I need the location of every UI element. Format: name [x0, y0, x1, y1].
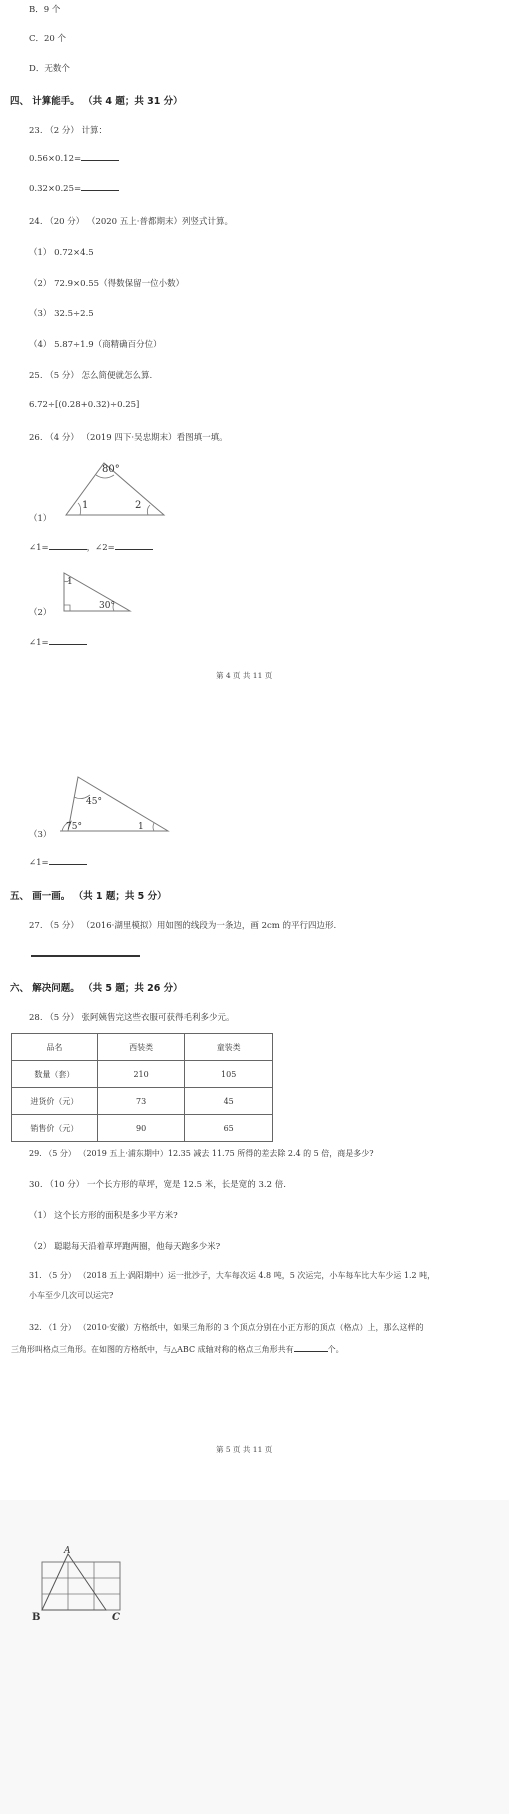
q25-heading: 25. （5 分） 怎么简便就怎么算.: [29, 371, 153, 381]
q28-text: 28. （5 分） 张阿姨售完这些衣服可获得毛利多少元。: [29, 1013, 235, 1023]
page-footer-5: 第 5 页 共 11 页: [216, 1445, 273, 1454]
grid-label-b: B: [32, 1612, 41, 1623]
table-cell: 105: [185, 1061, 273, 1088]
table-header-cell: 品名: [12, 1034, 98, 1061]
q26-fig2-angle-30: 30°: [99, 601, 115, 611]
section-5-title: 五、 画一画。 （共 1 题；共 5 分）: [10, 891, 167, 902]
q30-part-2: （2） 聪聪每天沿着草坪跑两圈，他每天跑多少米?: [29, 1242, 221, 1252]
choice-b: B．9 个: [29, 5, 61, 15]
q26-fig3-angle-45: 45°: [86, 797, 102, 807]
given-segment: [31, 955, 140, 957]
table-row: [12, 1115, 273, 1142]
table-cell: 数量（套）: [12, 1061, 98, 1088]
q25-expression: 6.72÷[(0.28+0.32)÷0.25]: [29, 400, 140, 410]
q26-part-2-label: （2）: [29, 608, 52, 618]
grid-figure: [36, 1550, 124, 1618]
table-header-row: [12, 1034, 273, 1061]
q26-answer-1: ∠1= ，∠2=: [29, 541, 153, 553]
goods-table: [11, 1033, 273, 1142]
q30-text: 30. （10 分） 一个长方形的草坪，宽是 12.5 米，长是宽的 3.2 倍.: [29, 1180, 286, 1190]
table-cell: 65: [185, 1115, 273, 1142]
q26-fig3-angle-75: 75°: [66, 822, 82, 832]
page-background: [0, 1500, 509, 1814]
section-6-title: 六、 解决问题。 （共 5 题；共 26 分）: [10, 983, 183, 994]
q26-answer-2: ∠1=: [29, 638, 87, 648]
table-cell: 73: [97, 1088, 185, 1115]
section-4-title: 四、 计算能手。 （共 4 题；共 31 分）: [10, 96, 183, 107]
table-header-cell: 西装类: [97, 1034, 185, 1061]
q24-part-3: （3） 32.5÷2.5: [29, 309, 94, 319]
q31-text-line-1: 31. （5 分） （2018 五上·涡阳期中）运一批沙子，大车每次运 4.8 吨，5 次运完，小车每车比大车少运 1.2 吨，: [29, 1271, 436, 1280]
q29-text: 29. （5 分） （2019 五上·浦东期中）12.35 减去 11.75 所得的差去除 2.4 的 5 倍，商是多少?: [29, 1149, 374, 1158]
table-cell: 45: [185, 1088, 273, 1115]
q26-answer-3: ∠1=: [29, 858, 87, 868]
q26-part-3-label: （3）: [29, 830, 52, 840]
page-footer-4: 第 4 页 共 11 页: [216, 671, 273, 680]
table-cell: 210: [97, 1061, 185, 1088]
q26-fig1-angle-2: 2: [135, 500, 142, 511]
table-row: [12, 1088, 273, 1115]
grid-label-c: C: [112, 1612, 120, 1623]
q24-heading: 24. （20 分） （2020 五上·普都期末）列竖式计算。: [29, 217, 233, 227]
q27-text: 27. （5 分） （2016·湖里模拟）用如图的线段为一条边，画 2cm 的平行四边形.: [29, 921, 337, 931]
triangle-figure-2: [62, 571, 134, 613]
q26-fig1-angle-1: 1: [82, 500, 89, 511]
q23-line-2: 0.32×0.25=: [29, 184, 119, 194]
q31-text-line-2: 小车至少几次可以运完?: [29, 1291, 114, 1300]
q26-part-1-label: （1）: [29, 514, 52, 524]
choice-c: C．20 个: [29, 34, 67, 44]
grid-label-a: A: [64, 1546, 71, 1556]
table-header-cell: 童装类: [185, 1034, 273, 1061]
q23-line-1: 0.56×0.12=: [29, 154, 119, 164]
q32-text-line-2: 三角形叫格点三角形。在如图的方格纸中，与△ABC 成轴对称的格点三角形共有 个。: [11, 1345, 344, 1354]
choice-d: D．无数个: [29, 64, 70, 74]
q26-fig3-angle-1: 1: [138, 822, 144, 832]
table-cell: 90: [97, 1115, 185, 1142]
q23-heading: 23. （2 分） 计算：: [29, 126, 108, 136]
table-row: [12, 1061, 273, 1088]
q24-part-1: （1） 0.72×4.5: [29, 248, 94, 258]
q26-heading: 26. （4 分） （2019 四下·吴忠期末）看图填一填。: [29, 433, 228, 443]
q26-fig2-angle-1: 1: [67, 577, 73, 587]
table-cell: 销售价（元）: [12, 1115, 98, 1142]
q26-fig1-top-angle: 80°: [102, 464, 120, 475]
q24-part-2: （2） 72.9×0.55（得数保留一位小数）: [29, 279, 185, 289]
q24-part-4: （4） 5.87÷1.9（商精确百分位）: [29, 340, 162, 350]
table-cell: 进货价（元）: [12, 1088, 98, 1115]
q32-text-line-1: 32. （1 分） （2010·安徽）方格纸中，如果三角形的 3 个顶点分别在小正方形的顶点（格点）上，那么这样的: [29, 1323, 424, 1332]
q30-part-1: （1） 这个长方形的面积是多少平方米?: [29, 1211, 178, 1221]
